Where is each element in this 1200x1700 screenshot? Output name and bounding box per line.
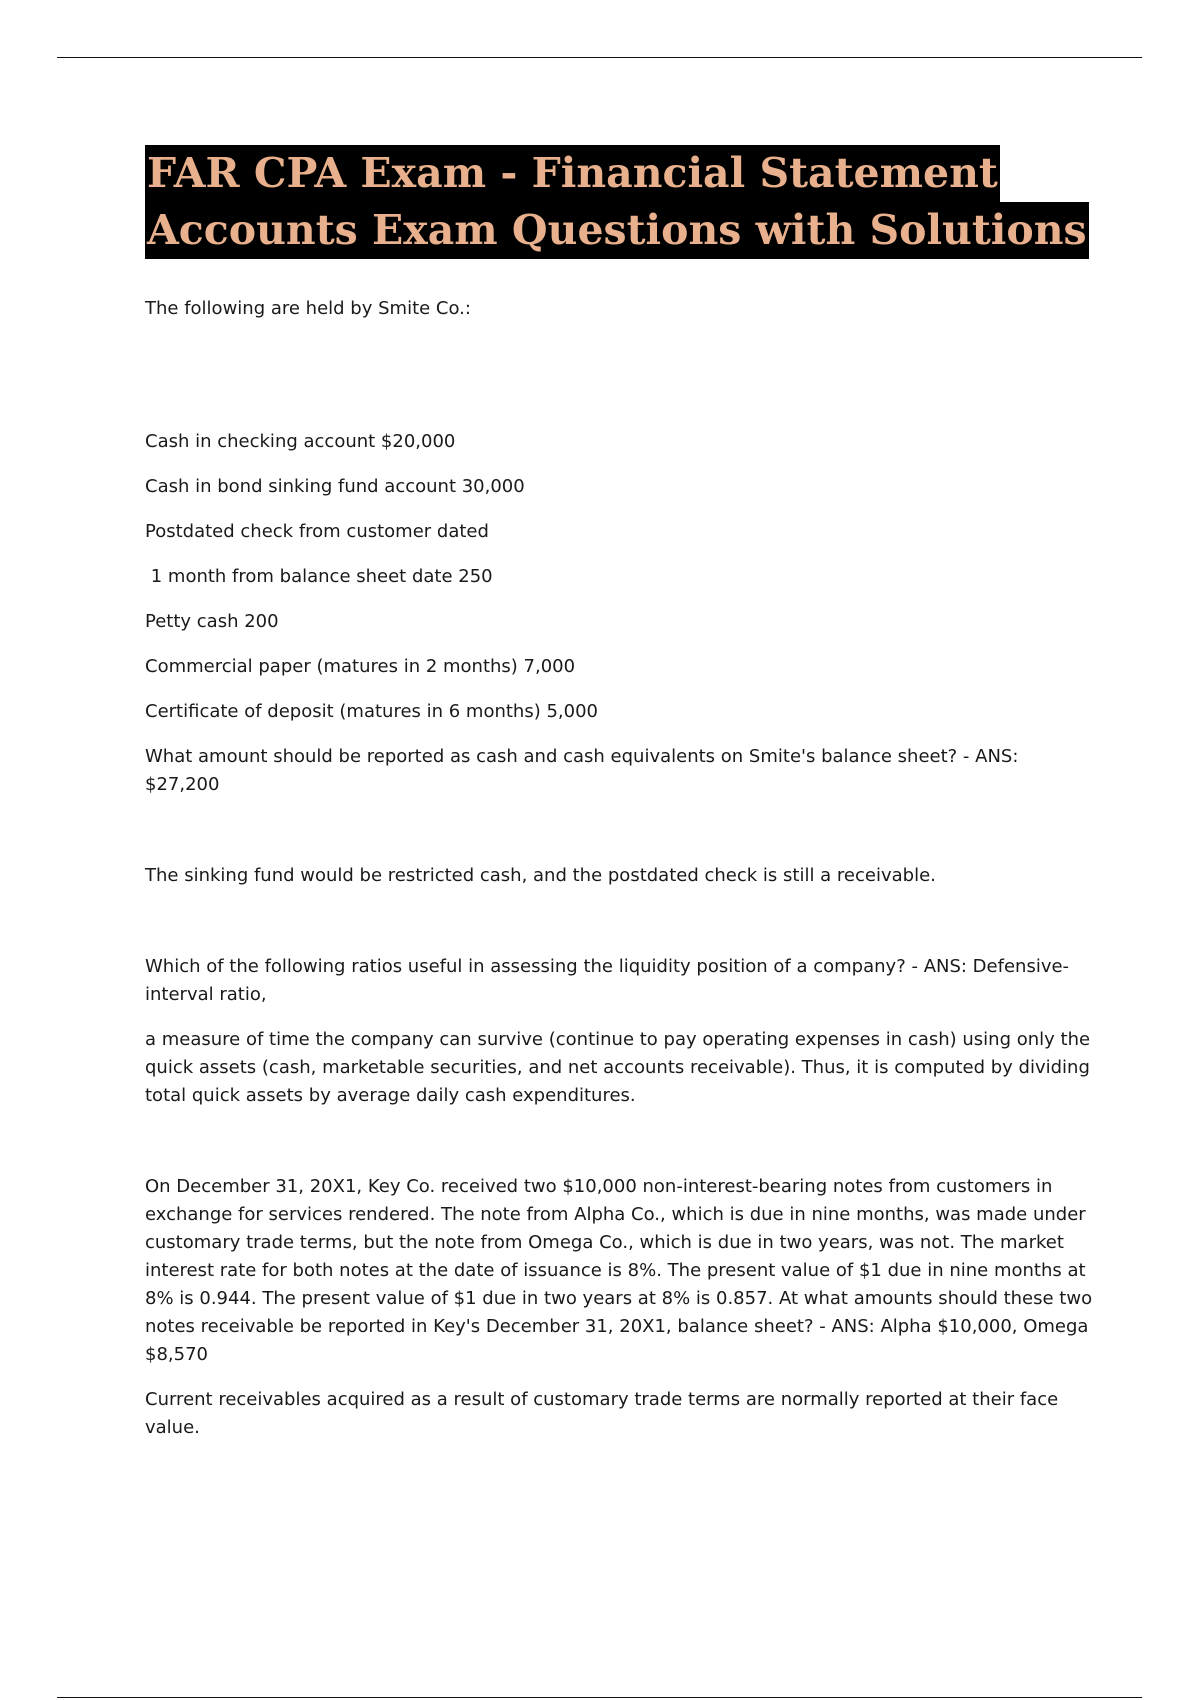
q2-question: Which of the following ratios useful in assessing the liquidity position of a company? - ANS: Defensive-interval ratio, <box>145 956 1070 1005</box>
bottom-rule <box>57 1697 1142 1698</box>
q1-item: Cash in checking account $20,000 <box>145 431 456 452</box>
q3-question: On December 31, 20X1, Key Co. received two $10,000 non-interest-bearing notes from customers in exchange for services rendered. The note from Alpha Co., which is due in nine months, was made under customary trade terms, but the note from Omega Co., which is due in two years, was not. The market interest rate for both notes at the date of issuance is 8%. The present value of $1 due in nine months at 8% is 0.944. The present value of $1 due in two years at 8% is 0.857. At what amounts should these two notes receivable be reported in Key's December 31, 20X1, balance sheet? - ANS: Alpha $10,000, Omega $8,570 <box>145 1176 1098 1365</box>
title-line-2: Accounts Exam Questions with Solutions <box>145 202 1089 259</box>
q1-intro: The following are held by Smite Co.: <box>145 298 471 319</box>
title-line-1: FAR CPA Exam - Financial Statement <box>145 145 1000 202</box>
q1-item: Certificate of deposit (matures in 6 months) 5,000 <box>145 701 598 722</box>
q1-item: Postdated check from customer dated <box>145 521 489 542</box>
q1-question: What amount should be reported as cash and cash equivalents on Smite's balance sheet? - ANS: $27,200 <box>145 746 1025 795</box>
q2-explanation: a measure of time the company can survive (continue to pay operating expenses in cash) using only the quick assets (cash, marketable securities, and net accounts receivable). Thus, it is computed by dividing total quick assets by average daily cash expenditures. <box>145 1029 1096 1106</box>
q1-item: Cash in bond sinking fund account 30,000 <box>145 476 525 497</box>
document-title <box>145 145 1095 259</box>
q1-explanation: The sinking fund would be restricted cash, and the postdated check is still a receivable. <box>145 865 936 886</box>
q1-item: Petty cash 200 <box>145 611 279 632</box>
q1-item: Commercial paper (matures in 2 months) 7,000 <box>145 656 576 677</box>
q3-explanation: Current receivables acquired as a result of customary trade terms are normally reported at their face value. <box>145 1389 1064 1438</box>
q1-item: 1 month from balance sheet date 250 <box>145 566 493 587</box>
top-rule <box>57 57 1142 58</box>
document-body <box>145 145 1098 1442</box>
